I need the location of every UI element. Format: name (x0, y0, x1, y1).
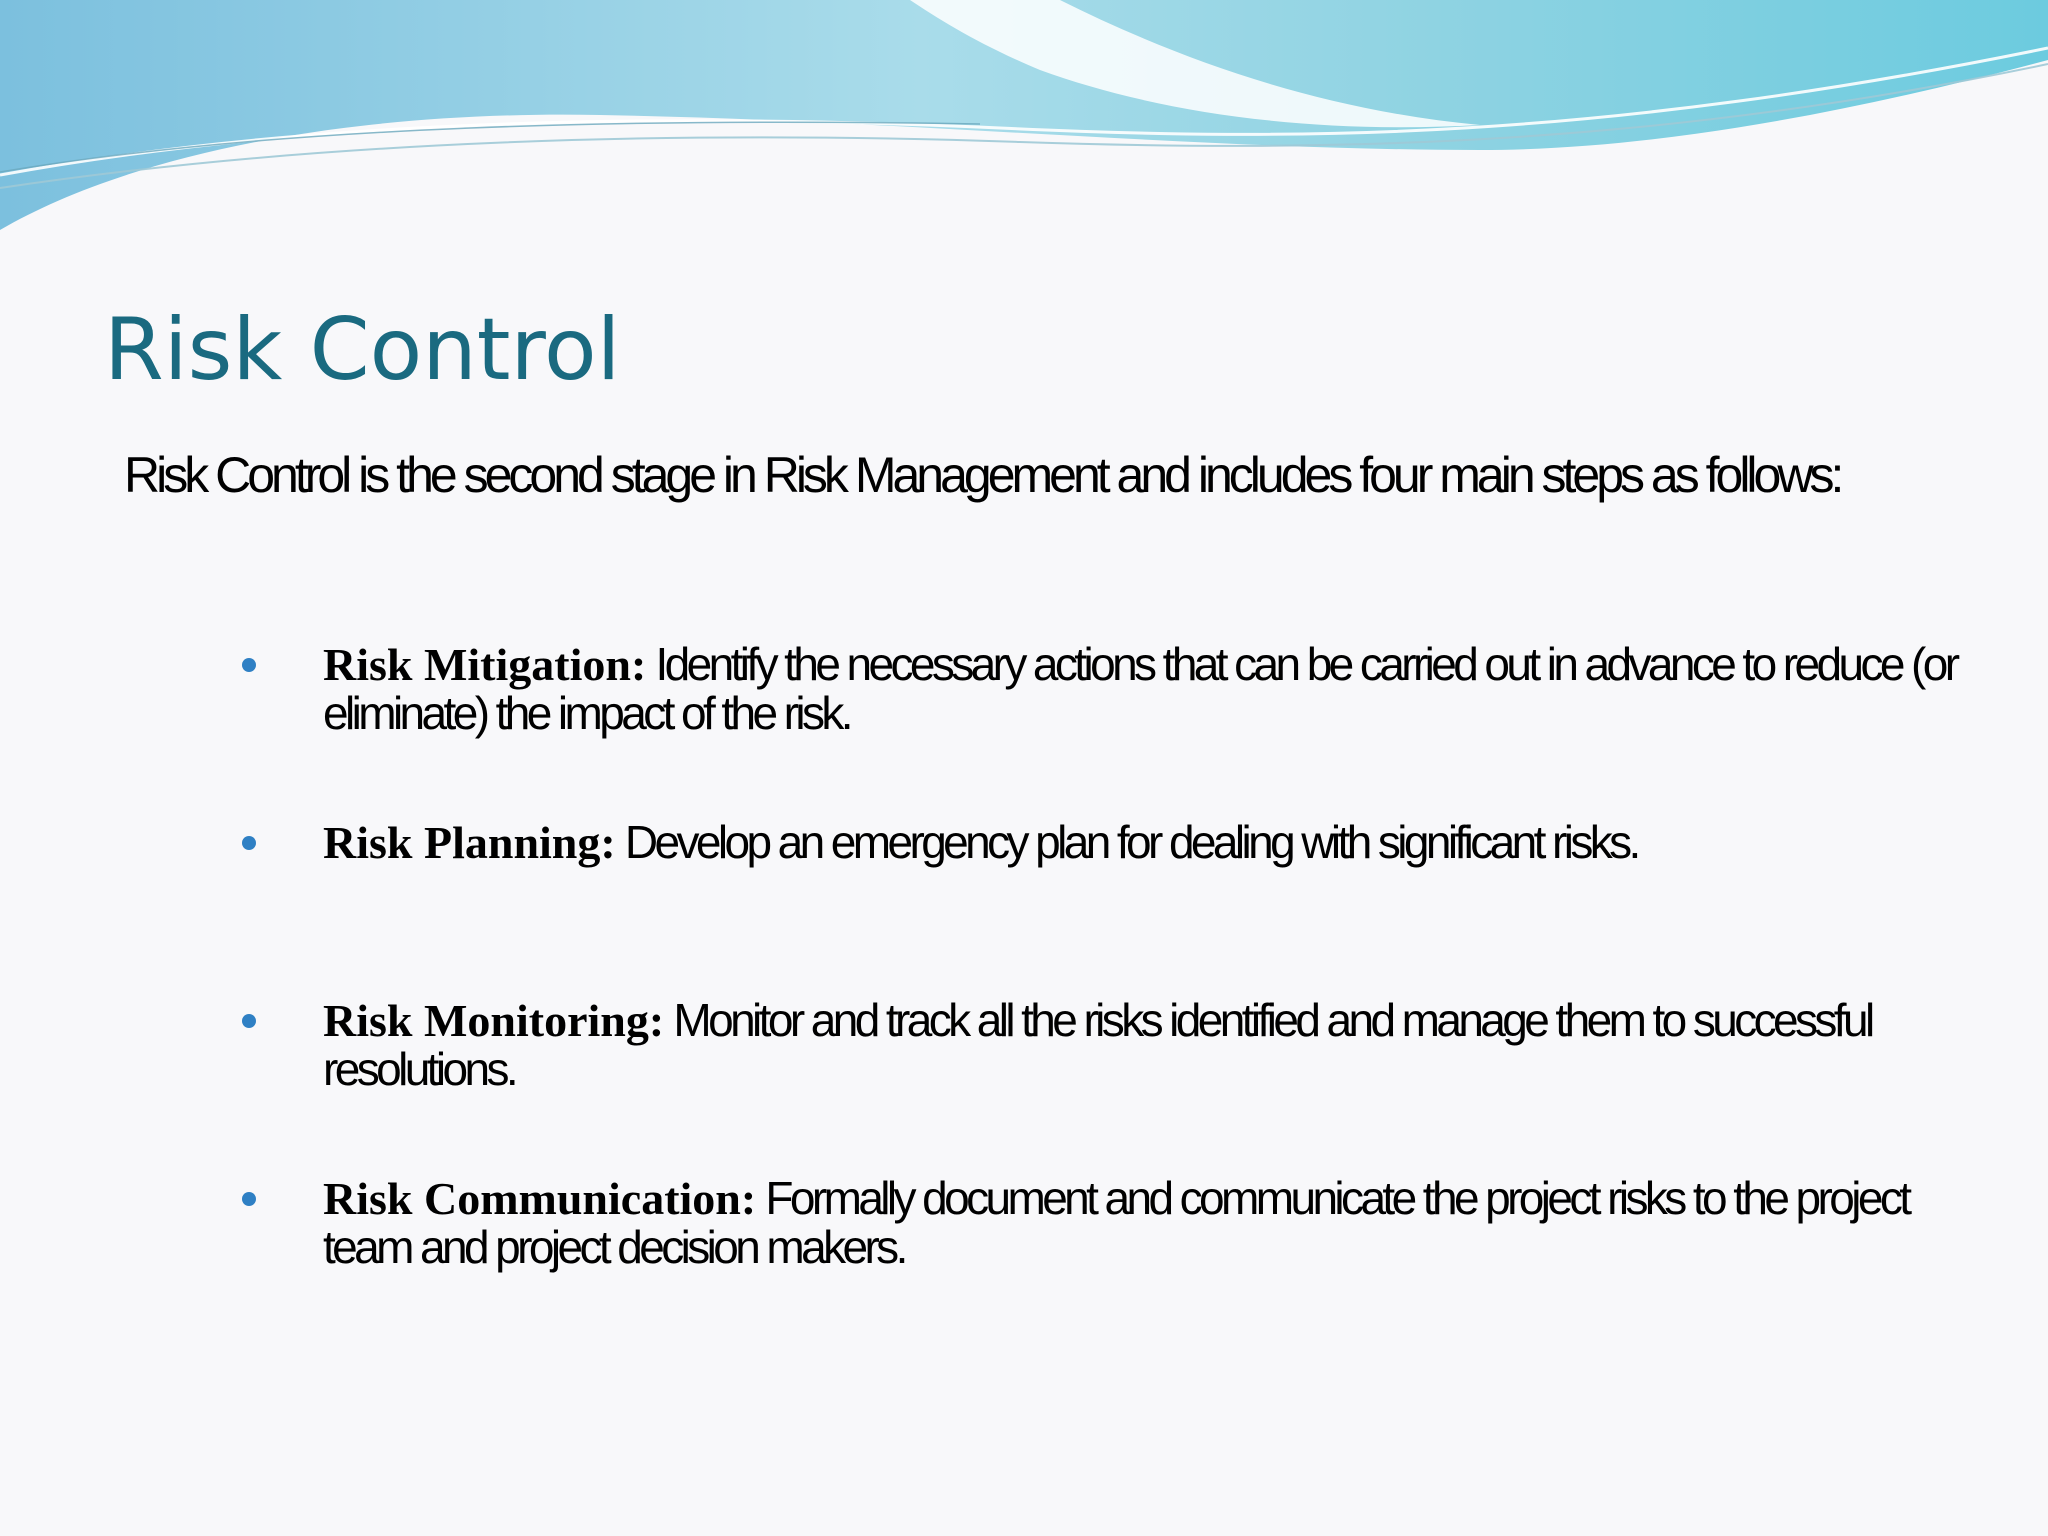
bullet-dot-icon (242, 658, 256, 672)
bullet-dot-icon (242, 1192, 256, 1206)
bullet-item-risk-communication (0, 1174, 2048, 1304)
header-wave-decoration (0, 0, 2048, 240)
bullet-description: Monitor and track all the risks identified and manage them to successful resolutions. (323, 994, 1872, 1095)
bullet-text (323, 640, 1963, 737)
bullet-item-risk-mitigation (0, 640, 2048, 770)
slide-title: Risk Control (104, 300, 621, 400)
bullet-term: Risk Monitoring: (323, 995, 665, 1046)
bullet-description: Identify the necessary actions that can be carried out in advance to reduce (or eliminate) the impact of the risk. (323, 638, 1957, 739)
intro-paragraph: Risk Control is the second stage in Risk Management and includes four main steps as follows: (124, 447, 1841, 503)
bullet-dot-icon (242, 836, 256, 850)
bullet-description: Formally document and communicate the project risks to the project team and project decision makers. (323, 1172, 1909, 1273)
bullet-term: Risk Mitigation: (323, 639, 647, 690)
bullet-text (323, 996, 1963, 1093)
bullet-description: Develop an emergency plan for dealing with significant risks. (615, 816, 1638, 868)
bullet-term: Risk Communication: (323, 1173, 757, 1224)
bullet-item-risk-monitoring (0, 996, 2048, 1126)
bullet-dot-icon (242, 1014, 256, 1028)
bullet-text (323, 1174, 1963, 1271)
bullet-item-risk-planning (0, 818, 2048, 948)
bullet-text (323, 818, 1963, 867)
bullet-term: Risk Planning: (323, 817, 616, 868)
